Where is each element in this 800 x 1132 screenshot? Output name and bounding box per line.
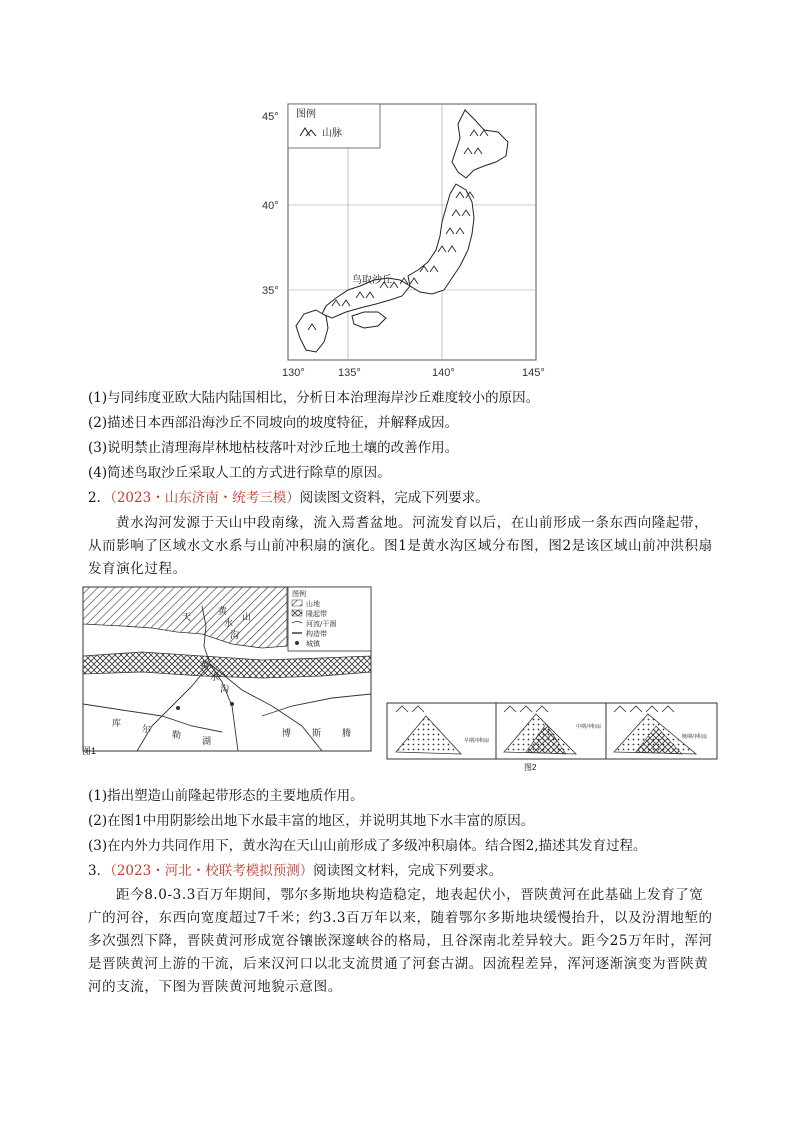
svg-text:水: 水 (224, 619, 234, 629)
q2-item-2: (2)在图1中用阴影绘出地下水最丰富的地区，并说明其地下水丰富的原因。 (88, 813, 535, 829)
q1-item-3: (3)说明禁止清理海岸林地枯枝落叶对沙丘地土壤的改善作用。 (88, 440, 459, 456)
lat-tick-35: 35° (262, 285, 279, 297)
svg-text:勒: 勒 (172, 731, 182, 741)
lat-tick-40: 40° (262, 200, 279, 212)
lon-tick-140: 140° (432, 367, 455, 379)
svg-text:河流/干涸: 河流/干涸 (306, 620, 337, 628)
lon-tick-130: 130° (282, 367, 305, 379)
svg-text:中期冲积扇: 中期冲积扇 (576, 724, 602, 730)
svg-text:斯: 斯 (312, 729, 322, 739)
svg-text:城镇: 城镇 (306, 640, 320, 648)
svg-text:早期冲积扇: 早期冲积扇 (464, 738, 490, 744)
svg-text:山地: 山地 (306, 600, 320, 608)
svg-text:腾: 腾 (342, 729, 352, 739)
q2-instruction: 阅读图文资料，完成下列要求。 (299, 490, 489, 506)
figure-1 (82, 586, 372, 760)
q2-number: 2． (88, 490, 111, 506)
q2-source: （2023・山东济南・统考三模） (110, 490, 300, 506)
figure-1-caption: 图1 (82, 746, 97, 756)
japan-map-figure (260, 100, 550, 380)
figure-2-caption: 图2 (524, 763, 537, 772)
svg-text:天: 天 (182, 613, 192, 623)
svg-text:图例: 图例 (292, 590, 306, 598)
q2-item-3: (3)在内外力共同作用下，黄水沟在天山山前形成了多级冲积扇体。结合图2,描述其发育过程。 (88, 838, 647, 854)
figure-2-panels (386, 702, 718, 760)
q3-source: （2023・河北・校联考模拟预测） (110, 863, 314, 879)
japan-map (260, 100, 550, 380)
svg-text:湖: 湖 (202, 737, 212, 747)
q3-header (88, 861, 502, 881)
q2-item-1: (1)指出塑造山前隆起带形态的主要地质作用。 (88, 788, 364, 804)
q3-passage: 距今8.0-3.3百万年期间，鄂尔多斯地块构造稳定，地表起伏小，晋陕黄河在此基础上发育了宽广的河谷，东西向宽度超过7千米；约3.3百万年以来，随着鄂尔多斯地块缓慢抬升，以及汾渭地堑的多次强烈下降，晋陕黄河形成宽谷镶嵌深邃峡谷的格局，且谷深南北差异较大。距今25万年时，浑河是晋陕黄河上游的干流，后来汉河口以北支流贯通了河套古湖。因流程差异，浑河逐渐演变为晋陕黄河的支流，下图为晋陕黄河地貌示意图。 (88, 887, 713, 995)
svg-text:隆起带: 隆起带 (306, 610, 327, 618)
svg-text:山: 山 (242, 613, 252, 623)
figure-1-map (82, 586, 372, 760)
q1-item-2: (2)描述日本西部沿海沙丘不同坡向的坡度特征，并解释成因。 (88, 415, 459, 431)
map-legend (288, 104, 380, 148)
tottori-dunes-label: 鸟取沙丘 (352, 275, 392, 286)
svg-text:沟: 沟 (230, 631, 240, 641)
svg-text:水: 水 (210, 673, 220, 683)
svg-text:尔: 尔 (142, 725, 152, 735)
figure-2 (386, 702, 718, 772)
svg-text:晚期冲积扇: 晚期冲积扇 (682, 734, 708, 740)
q1-item-4: (4)简述鸟取沙丘采取人工的方式进行除草的原因。 (88, 465, 391, 481)
q2-header (88, 488, 489, 508)
svg-text:博: 博 (282, 729, 292, 739)
svg-text:库: 库 (112, 719, 122, 729)
svg-text:沟: 沟 (220, 685, 230, 695)
q2-passage: 黄水沟河发源于天山中段南缘，流入焉耆盆地。河流发育以后，在山前形成一条东西向隆起带，从而影响了区域水文水系与山前冲积扇的演化。图1是黄水沟区域分布图，图2是该区域山前冲洪积扇发育演化过程。 (88, 515, 713, 577)
legend-item-mountain: 山脉 (322, 128, 342, 139)
lon-tick-145: 145° (522, 367, 545, 379)
svg-text:黄: 黄 (218, 607, 228, 617)
svg-text:构造带: 构造带 (306, 630, 327, 638)
lon-tick-135: 135° (338, 367, 361, 379)
q3-number: 3． (88, 863, 111, 879)
legend-title: 图例 (296, 109, 316, 120)
q1-item-1: (1)与同纬度亚欧大陆内陆国相比，分析日本治理海岸沙丘难度较小的原因。 (88, 390, 540, 406)
svg-text:黄: 黄 (200, 661, 210, 671)
figure-1-legend (288, 587, 371, 651)
lat-tick-45: 45° (262, 111, 279, 123)
q3-instruction: 阅读图文材料，完成下列要求。 (313, 863, 503, 879)
